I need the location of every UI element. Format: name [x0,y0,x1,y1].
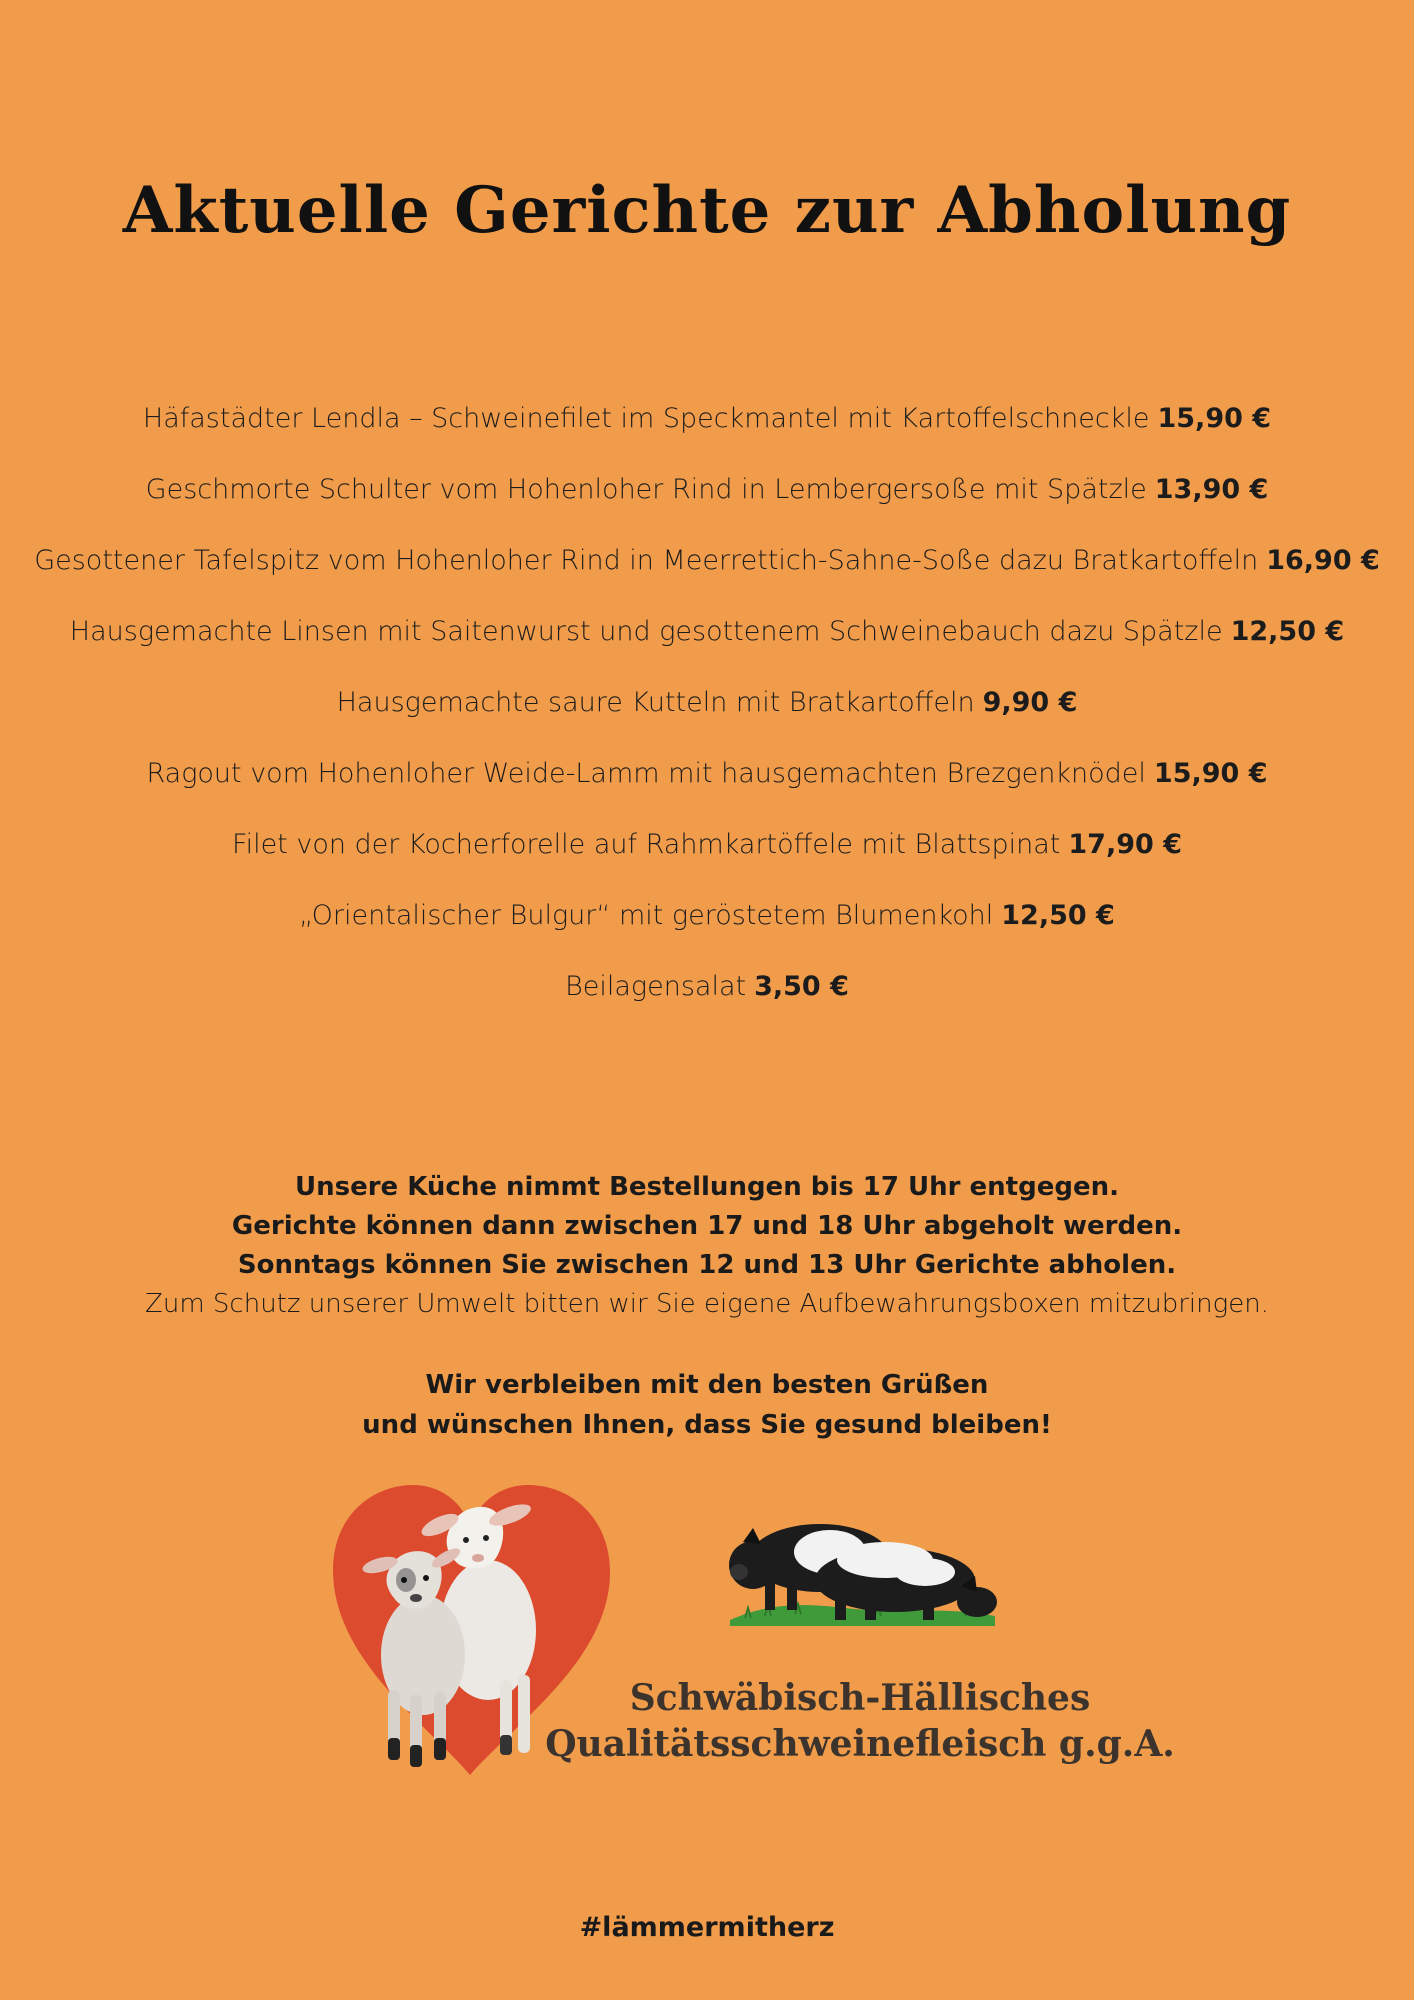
dish-name: „Orientalischer Bulgur“ mit geröstetem Blumenkohl [299,900,994,931]
order-deadline-text: Unsere Küche nimmt Bestellungen bis 17 Uhr entgegen. [294,1172,1119,1202]
brand-line-1: Schwäbisch-Hällisches [629,1677,1091,1719]
dish-name: Hausgemachte saure Kutteln mit Bratkartoffeln [336,687,975,718]
hashtag: #lämmermitherz [579,1912,835,1943]
dish-price: 12,50 € [1230,616,1345,647]
dish-price: 17,90 € [1068,829,1182,860]
dish-name: Gesottener Tafelspitz vom Hohenloher Rind in Meerrettich-Sahne-Soße dazu Bratkartoffeln [34,545,1259,576]
pigs-grazing-icon [725,1510,1005,1630]
brand-line-2: Qualitätsschweinefleisch g.g.A. [545,1723,1175,1765]
dish-item [0,750,1414,821]
greeting-line-2: und wünschen Ihnen, dass Sie gesund bleiben! [362,1410,1052,1440]
dish-price: 9,90 € [982,687,1078,718]
dish-item [0,537,1414,608]
dish-price: 12,50 € [1001,900,1115,931]
greeting [0,1365,1414,1445]
dish-item [0,679,1414,750]
environment-note: Zum Schutz unserer Umwelt bitten wir Sie eigene Aufbewahrungsboxen mitzubringen. [145,1289,1269,1319]
brand-name [540,1675,1180,1767]
greeting-line-1: Wir verbleiben mit den besten Grüßen [425,1370,989,1400]
dish-price: 15,90 € [1153,758,1268,789]
dish-list [0,395,1414,1034]
dish-name: Filet von der Kocherforelle auf Rahmkartöffele mit Blattspinat [232,829,1061,860]
dish-name: Beilagensalat [565,971,747,1002]
dish-price: 16,90 € [1266,545,1380,576]
dish-name: Hausgemachte Linsen mit Saitenwurst und gesottenem Schweinebauch dazu Spätzle [69,616,1223,647]
dish-price: 13,90 € [1154,474,1269,505]
dish-item [0,963,1414,1034]
ordering-info [0,1168,1414,1324]
logo-area [0,1480,1414,1780]
pickup-time-text: Gerichte können dann zwischen 17 und 18 Uhr abgeholt werden. [231,1211,1183,1241]
dish-price: 15,90 € [1157,403,1272,434]
dish-name: Ragout vom Hohenloher Weide-Lamm mit hausgemachten Brezgenknödel [146,758,1146,789]
dish-item [0,608,1414,679]
sunday-pickup-text: Sonntags können Sie zwischen 12 und 13 Uhr Gerichte abholen. [237,1250,1177,1280]
dish-item [0,821,1414,892]
dish-item [0,395,1414,466]
dish-price: 3,50 € [754,971,849,1002]
page-title: Aktuelle Gerichte zur Abholung [122,172,1292,248]
dish-name: Häfastädter Lendla – Schweinefilet im Speckmantel mit Kartoffelschneckle [142,403,1150,434]
dish-item [0,466,1414,537]
dish-name: Geschmorte Schulter vom Hohenloher Rind in Lembergersoße mit Spätzle [145,474,1147,505]
dish-item [0,892,1414,963]
